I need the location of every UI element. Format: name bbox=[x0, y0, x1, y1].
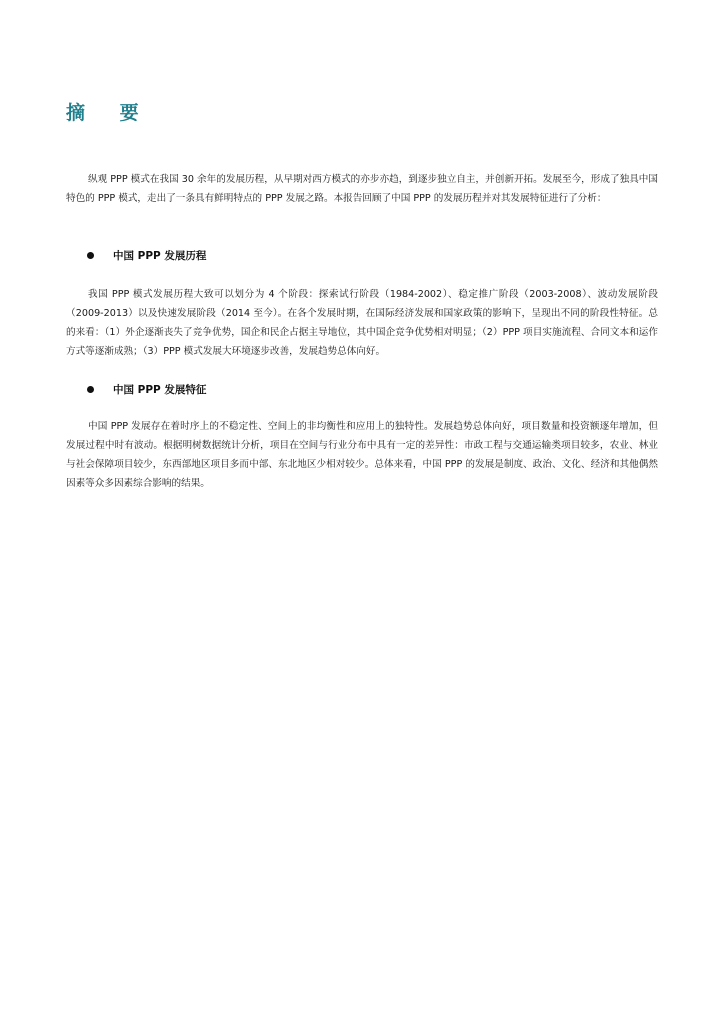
section-heading-features bbox=[66, 380, 206, 398]
bullet-icon bbox=[87, 252, 94, 259]
bullet-icon bbox=[87, 386, 94, 393]
page-title: 摘 要 bbox=[66, 102, 153, 124]
history-paragraph: 我国 PPP 模式发展历程大致可以划分为 4 个阶段：探索试行阶段（1984-2002）、稳定推广阶段（2003-2008）、波动发展阶段（2009-2013）以及快速发展阶段（2014 至今）。在各个发展时期，在国际经济发展和国家政策的影响下，呈现出不同的阶段性特征。总的来看：（1）外企逐渐丧失了竞争优势，国企和民企占据主导地位，其中国企竞争优势相对明显；（2）PPP 项目实施流程、合同文本和运作方式等逐渐成熟；（3）PPP 模式发展大环境逐步改善，发展趋势总体向好。 bbox=[66, 289, 658, 357]
features-paragraph: 中国 PPP 发展存在着时序上的不稳定性、空间上的非均衡性和应用上的独特性。发展趋势总体向好，项目数量和投资额逐年增加，但发展过程中时有波动。根据明树数据统计分析，项目在空间与行业分布中具有一定的差异性：市政工程与交通运输类项目较多，农业、林业与社会保障项目较少，东西部地区项目多而中部、东北地区少相对较少。总体来看，中国 PPP 的发展是制度、政治、文化、经济和其他偶然因素等众多因素综合影响的结果。 bbox=[66, 421, 658, 489]
section-title-history: 中国 PPP 发展历程 bbox=[113, 249, 207, 262]
section-heading-history bbox=[66, 246, 206, 264]
section-title-features: 中国 PPP 发展特征 bbox=[113, 383, 207, 396]
intro-paragraph: 纵观 PPP 模式在我国 30 余年的发展历程，从早期对西方模式的亦步亦趋，到逐步独立自主，并创新开拓。发展至今，形成了独具中国特色的 PPP 模式，走出了一条具有鲜明特点的 PPP 发展之路。本报告回顾了中国 PPP 的发展历程并对其发展特征进行了分析： bbox=[66, 174, 658, 204]
